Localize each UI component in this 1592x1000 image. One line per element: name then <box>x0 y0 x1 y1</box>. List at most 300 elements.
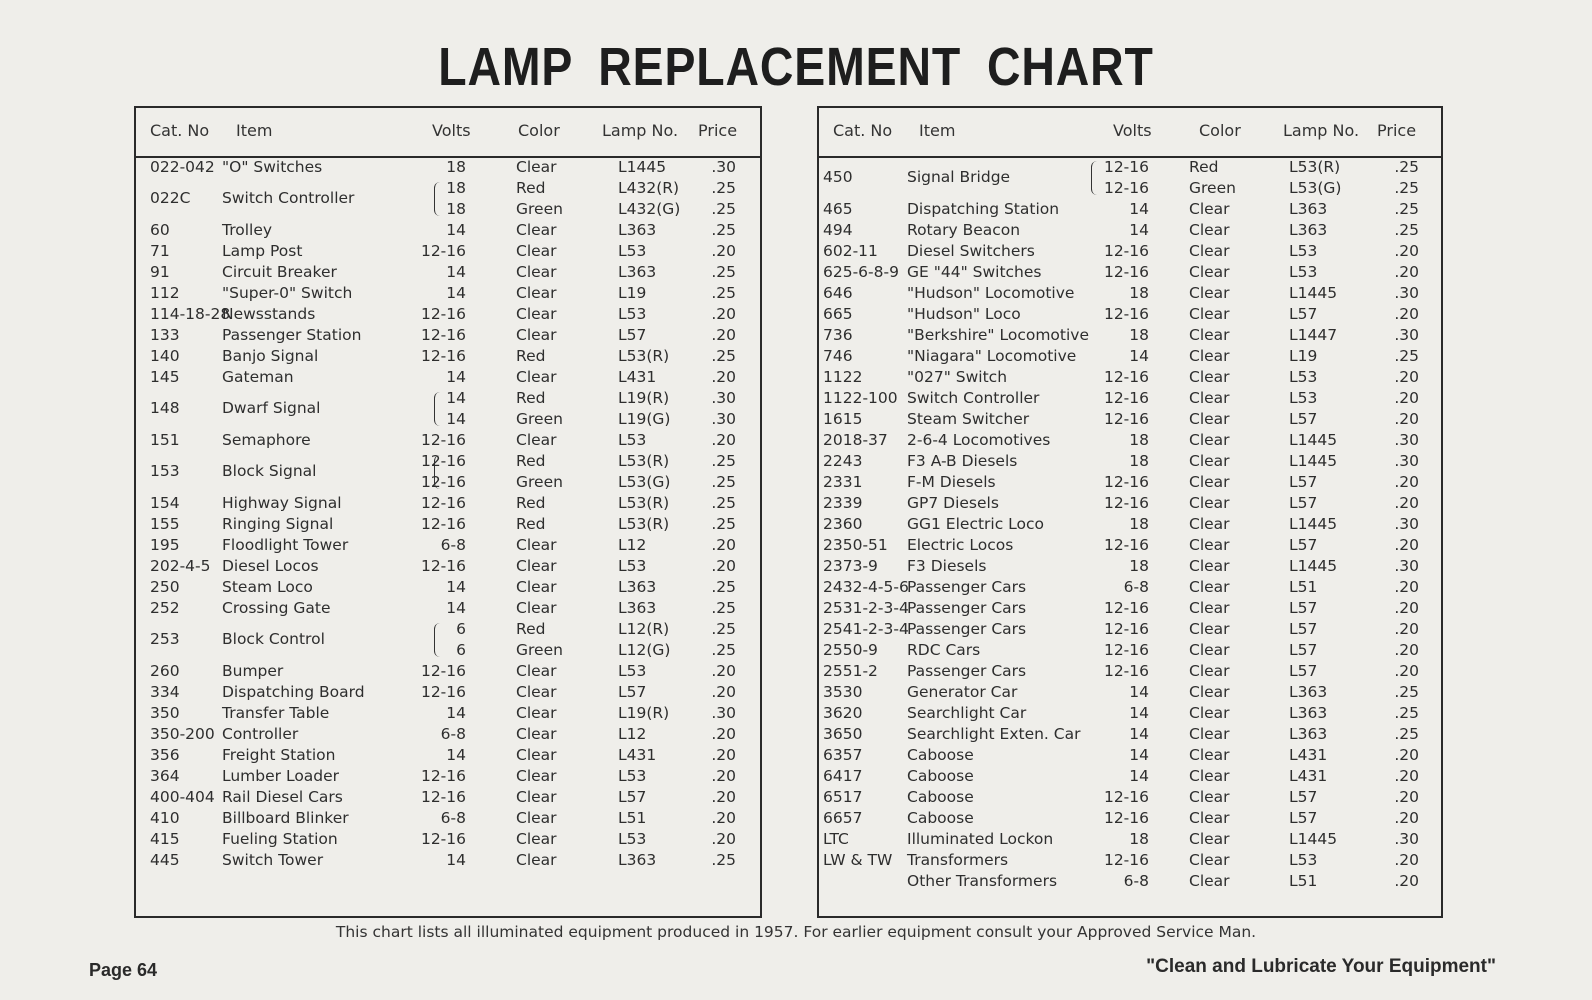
cell-lamp-no: L19 <box>618 284 647 302</box>
cell-lamp-no: L57 <box>1289 788 1318 806</box>
cell-color: Green <box>516 473 563 491</box>
cell-cat-no: 2541-2-3-4 <box>823 620 909 638</box>
cell-volts: 12-16 <box>1103 494 1149 512</box>
cell-color: Clear <box>1189 809 1230 827</box>
header-price: Price <box>1377 121 1417 140</box>
cell-item: Banjo Signal <box>222 347 319 365</box>
table-row <box>819 809 1441 830</box>
cell-cat-no: 1122 <box>823 368 863 386</box>
cell-price: .20 <box>711 305 736 323</box>
cell-price: .25 <box>711 851 736 869</box>
cell-item: Passenger Cars <box>907 620 1027 638</box>
cell-lamp-no: L19(G) <box>618 410 671 428</box>
cell-lamp-no: L57 <box>618 788 647 806</box>
cell-volts: 12-16 <box>1103 851 1149 869</box>
cell-price: .20 <box>711 725 736 743</box>
table-row <box>136 242 760 263</box>
cell-price: .20 <box>711 326 736 344</box>
table-row <box>819 788 1441 809</box>
table-row <box>136 158 760 179</box>
cell-color: Clear <box>1189 557 1230 575</box>
table-row <box>819 578 1441 599</box>
cell-cat-no: 2551-2 <box>823 662 878 680</box>
cell-color: Clear <box>516 767 557 785</box>
cell-price: .25 <box>711 641 736 659</box>
cell-price: .20 <box>711 368 736 386</box>
cell-color: Clear <box>516 851 557 869</box>
cell-cat-no: 2339 <box>823 494 863 512</box>
cell-volts: 14 <box>446 746 466 764</box>
cell-volts: 12-16 <box>1103 809 1149 827</box>
cell-item: RDC Cars <box>907 641 981 659</box>
cell-cat-no: 602-11 <box>823 242 878 260</box>
cell-lamp-no: L1445 <box>618 158 667 176</box>
cell-cat-no: 3620 <box>823 704 863 722</box>
header-volts: Volts <box>1113 121 1152 140</box>
cell-item: Crossing Gate <box>222 599 331 617</box>
cell-cat-no: 114-18-28 <box>150 305 231 323</box>
cell-price: .25 <box>711 515 736 533</box>
cell-item: F3 A-B Diesels <box>907 452 1018 470</box>
cell-lamp-no: L53(R) <box>618 452 670 470</box>
cell-item: Transfer Table <box>222 704 330 722</box>
cell-lamp-no: L363 <box>1289 704 1328 722</box>
table-row <box>819 200 1441 221</box>
cell-cat-no: 202-4-5 <box>150 557 211 575</box>
cell-color: Clear <box>1189 431 1230 449</box>
cell-price: .20 <box>711 788 736 806</box>
table-row <box>136 494 760 515</box>
cell-price: .25 <box>711 347 736 365</box>
cell-item: Illuminated Lockon <box>907 830 1054 848</box>
cell-color: Clear <box>516 725 557 743</box>
cell-price: .20 <box>711 662 736 680</box>
table-row <box>136 536 760 557</box>
table-row <box>819 473 1441 494</box>
cell-item: Caboose <box>907 809 974 827</box>
cell-volts: 18 <box>1129 284 1149 302</box>
cell-volts: 14 <box>446 368 466 386</box>
cell-cat-no: 6657 <box>823 809 863 827</box>
cell-cat-no: 494 <box>823 221 853 239</box>
table-row <box>819 851 1441 872</box>
table-row <box>819 725 1441 746</box>
cell-volts: 12-16 <box>420 242 466 260</box>
cell-item: "Super-0" Switch <box>222 284 353 302</box>
tagline: "Clean and Lubricate Your Equipment" <box>1146 956 1496 977</box>
table-row <box>819 767 1441 788</box>
cell-price: .20 <box>711 830 736 848</box>
cell-price: .30 <box>1394 830 1419 848</box>
cell-price: .20 <box>1394 305 1419 323</box>
page-number: Page 64 <box>89 960 158 980</box>
cell-cat-no: 253 <box>150 630 180 648</box>
cell-price: .20 <box>1394 872 1419 890</box>
cell-price: .20 <box>1394 389 1419 407</box>
table-row <box>819 284 1441 305</box>
cell-lamp-no: L53(R) <box>618 347 670 365</box>
cell-price: .25 <box>1394 725 1419 743</box>
cell-item: Block Signal <box>222 462 317 480</box>
cell-volts: 14 <box>446 410 466 428</box>
cell-lamp-no: L57 <box>618 683 647 701</box>
table-row <box>819 641 1441 662</box>
cell-item: Passenger Cars <box>907 599 1027 617</box>
cell-volts: 14 <box>1129 767 1149 785</box>
cell-volts: 12-16 <box>420 830 466 848</box>
cell-cat-no: 2350-51 <box>823 536 888 554</box>
cell-cat-no: 91 <box>150 263 170 281</box>
cell-color: Green <box>516 410 563 428</box>
table-row <box>819 242 1441 263</box>
table-row <box>136 515 760 536</box>
cell-cat-no: 2531-2-3-4 <box>823 599 909 617</box>
cell-price: .25 <box>711 200 736 218</box>
cell-lamp-no: L53 <box>1289 263 1318 281</box>
table-row <box>136 620 760 662</box>
cell-item: Passenger Station <box>222 326 362 344</box>
left-table <box>134 106 762 918</box>
cell-price: .25 <box>711 620 736 638</box>
cell-cat-no: 350 <box>150 704 180 722</box>
cell-volts: 12-16 <box>420 683 466 701</box>
cell-item: Circuit Breaker <box>222 263 337 281</box>
table-row <box>136 599 760 620</box>
header-cat-no: Cat. No <box>150 121 210 140</box>
cell-item: "Hudson" Loco <box>907 305 1021 323</box>
table-row <box>136 368 760 389</box>
cell-price: .25 <box>711 284 736 302</box>
cell-lamp-no: L431 <box>1289 767 1328 785</box>
cell-color: Clear <box>1189 368 1230 386</box>
cell-lamp-no: L57 <box>1289 809 1318 827</box>
cell-lamp-no: L57 <box>1289 641 1318 659</box>
table-row <box>819 347 1441 368</box>
table-body <box>819 158 1441 893</box>
table-row <box>819 494 1441 515</box>
cell-color: Clear <box>516 746 557 764</box>
cell-color: Clear <box>516 704 557 722</box>
cell-item: "Berkshire" Locomotive <box>907 326 1090 344</box>
cell-lamp-no: L51 <box>1289 872 1318 890</box>
cell-lamp-no: L431 <box>618 368 657 386</box>
cell-price: .30 <box>711 410 736 428</box>
cell-lamp-no: L53 <box>618 242 647 260</box>
cell-color: Clear <box>516 536 557 554</box>
cell-cat-no: 356 <box>150 746 180 764</box>
table-row <box>819 557 1441 578</box>
cell-color: Clear <box>1189 578 1230 596</box>
cell-cat-no: 445 <box>150 851 180 869</box>
cell-volts: 12-16 <box>1103 410 1149 428</box>
cell-volts: 14 <box>446 221 466 239</box>
cell-cat-no: 3650 <box>823 725 863 743</box>
cell-color: Clear <box>1189 515 1230 533</box>
cell-item: Semaphore <box>222 431 311 449</box>
cell-volts: 14 <box>446 578 466 596</box>
cell-lamp-no: L1445 <box>1289 515 1338 533</box>
cell-color: Clear <box>1189 389 1230 407</box>
cell-lamp-no: L57 <box>1289 662 1318 680</box>
cell-color: Clear <box>1189 347 1230 365</box>
cell-item: Transformers <box>907 851 1009 869</box>
cell-cat-no: 334 <box>150 683 180 701</box>
table-row <box>136 179 760 221</box>
cell-color: Clear <box>516 599 557 617</box>
cell-item: Caboose <box>907 746 974 764</box>
cell-price: .20 <box>711 242 736 260</box>
cell-lamp-no: L363 <box>1289 725 1328 743</box>
cell-lamp-no: L1447 <box>1289 326 1338 344</box>
cell-item: Caboose <box>907 788 974 806</box>
header-price: Price <box>698 121 738 140</box>
cell-item: Steam Loco <box>222 578 313 596</box>
cell-color: Clear <box>516 788 557 806</box>
table-row <box>819 452 1441 473</box>
cell-price: .25 <box>1394 347 1419 365</box>
cell-cat-no: 140 <box>150 347 180 365</box>
table-row <box>136 746 760 767</box>
cell-color: Clear <box>1189 494 1230 512</box>
cell-cat-no: 465 <box>823 200 853 218</box>
cell-volts: 14 <box>446 284 466 302</box>
cell-lamp-no: L53 <box>1289 242 1318 260</box>
cell-lamp-no: L53 <box>1289 389 1318 407</box>
cell-color: Clear <box>516 284 557 302</box>
cell-cat-no: 153 <box>150 462 180 480</box>
cell-color: Clear <box>516 242 557 260</box>
cell-lamp-no: L53(G) <box>1289 179 1342 197</box>
cell-price: .30 <box>1394 452 1419 470</box>
cell-cat-no: 2331 <box>823 473 863 491</box>
cell-lamp-no: L51 <box>618 809 647 827</box>
cell-lamp-no: L432(G) <box>618 200 681 218</box>
table-row <box>136 389 760 431</box>
cell-cat-no: 112 <box>150 284 180 302</box>
cell-price: .20 <box>711 431 736 449</box>
cell-volts: 14 <box>446 389 466 407</box>
cell-cat-no: 133 <box>150 326 180 344</box>
header-item: Item <box>919 121 956 140</box>
cell-volts: 6-8 <box>440 809 466 827</box>
cell-lamp-no: L12 <box>618 725 647 743</box>
cell-color: Clear <box>516 221 557 239</box>
table-row <box>136 557 760 578</box>
cell-volts: 12-16 <box>420 662 466 680</box>
table-row <box>819 431 1441 452</box>
cell-volts: 12-16 <box>420 473 466 491</box>
cell-item: Floodlight Tower <box>222 536 349 554</box>
cell-price: .25 <box>1394 683 1419 701</box>
cell-price: .20 <box>1394 263 1419 281</box>
cell-color: Clear <box>1189 725 1230 743</box>
cell-price: .25 <box>711 452 736 470</box>
cell-volts: 18 <box>1129 326 1149 344</box>
cell-price: .20 <box>1394 578 1419 596</box>
cell-price: .25 <box>711 599 736 617</box>
cell-color: Clear <box>1189 662 1230 680</box>
cell-item: Dispatching Station <box>907 200 1060 218</box>
cell-volts: 14 <box>446 263 466 281</box>
cell-volts: 12-16 <box>1103 473 1149 491</box>
cell-cat-no: 2373-9 <box>823 557 878 575</box>
table-row <box>136 431 760 452</box>
cell-color: Clear <box>516 368 557 386</box>
cell-volts: 12-16 <box>1103 620 1149 638</box>
cell-color: Clear <box>1189 851 1230 869</box>
cell-price: .20 <box>1394 410 1419 428</box>
cell-price: .25 <box>711 578 736 596</box>
cell-volts: 18 <box>1129 515 1149 533</box>
cell-cat-no: 155 <box>150 515 180 533</box>
cell-cat-no: 151 <box>150 431 180 449</box>
cell-volts: 12-16 <box>1103 179 1149 197</box>
table-row <box>819 683 1441 704</box>
cell-volts: 18 <box>446 158 466 176</box>
cell-volts: 12-16 <box>420 494 466 512</box>
cell-item: "Niagara" Locomotive <box>907 347 1077 365</box>
cell-lamp-no: L12(R) <box>618 620 670 638</box>
cell-price: .25 <box>711 221 736 239</box>
cell-price: .20 <box>1394 767 1419 785</box>
table-row <box>819 620 1441 641</box>
cell-item: Trolley <box>222 221 273 239</box>
table-row <box>136 683 760 704</box>
table-row <box>136 851 760 872</box>
cell-item: Controller <box>222 725 299 743</box>
cell-price: .20 <box>1394 599 1419 617</box>
cell-cat-no: 400-404 <box>150 788 215 806</box>
cell-color: Clear <box>1189 305 1230 323</box>
cell-cat-no: LTC <box>823 830 849 848</box>
cell-volts: 12-16 <box>420 305 466 323</box>
cell-volts: 6-8 <box>440 536 466 554</box>
cell-cat-no: 60 <box>150 221 170 239</box>
header-lamp-no: Lamp No. <box>602 121 679 140</box>
table-row <box>819 599 1441 620</box>
cell-price: .30 <box>1394 431 1419 449</box>
cell-volts: 6 <box>456 620 466 638</box>
cell-item: Electric Locos <box>907 536 1014 554</box>
cell-lamp-no: L53 <box>1289 368 1318 386</box>
cell-lamp-no: L57 <box>1289 536 1318 554</box>
cell-price: .20 <box>1394 536 1419 554</box>
cell-lamp-no: L1445 <box>1289 557 1338 575</box>
cell-volts: 12-16 <box>1103 158 1149 176</box>
cell-volts: 12-16 <box>420 788 466 806</box>
cell-color: Clear <box>1189 788 1230 806</box>
cell-item: Block Control <box>222 630 325 648</box>
cell-volts: 12-16 <box>1103 599 1149 617</box>
cell-item: Bumper <box>222 662 284 680</box>
cell-price: .30 <box>1394 515 1419 533</box>
cell-item: F-M Diesels <box>907 473 996 491</box>
cell-cat-no: 250 <box>150 578 180 596</box>
cell-color: Red <box>516 620 546 638</box>
cell-item: 2-6-4 Locomotives <box>907 431 1051 449</box>
cell-volts: 14 <box>446 851 466 869</box>
table-row <box>136 788 760 809</box>
cell-volts: 12-16 <box>1103 788 1149 806</box>
cell-cat-no: 1615 <box>823 410 863 428</box>
cell-lamp-no: L1445 <box>1289 431 1338 449</box>
cell-item: Switch Tower <box>222 851 324 869</box>
table-row <box>819 830 1441 851</box>
cell-color: Red <box>516 452 546 470</box>
cell-volts: 12-16 <box>1103 389 1149 407</box>
right-table <box>817 106 1443 918</box>
cell-price: .20 <box>1394 473 1419 491</box>
cell-volts: 18 <box>1129 431 1149 449</box>
cell-volts: 18 <box>1129 557 1149 575</box>
cell-cat-no: 6517 <box>823 788 863 806</box>
cell-color: Clear <box>516 830 557 848</box>
cell-item: "O" Switches <box>222 158 323 176</box>
table-row <box>136 725 760 746</box>
cell-item: Gateman <box>222 368 294 386</box>
cell-item: F3 Diesels <box>907 557 987 575</box>
cell-cat-no: 410 <box>150 809 180 827</box>
cell-cat-no: 71 <box>150 242 170 260</box>
cell-lamp-no: L431 <box>618 746 657 764</box>
table-row <box>136 578 760 599</box>
cell-color: Clear <box>1189 704 1230 722</box>
cell-item: Switch Controller <box>222 189 355 207</box>
table-row <box>819 515 1441 536</box>
cell-item: Billboard Blinker <box>222 809 349 827</box>
cell-volts: 14 <box>1129 200 1149 218</box>
cell-color: Green <box>516 200 563 218</box>
cell-volts: 12-16 <box>420 452 466 470</box>
cell-color: Clear <box>1189 746 1230 764</box>
table-row <box>136 830 760 851</box>
table-row <box>136 326 760 347</box>
table-row <box>136 662 760 683</box>
cell-color: Clear <box>516 578 557 596</box>
cell-cat-no: 2243 <box>823 452 863 470</box>
cell-lamp-no: L51 <box>1289 578 1318 596</box>
cell-cat-no: 260 <box>150 662 180 680</box>
cell-lamp-no: L12 <box>618 536 647 554</box>
cell-volts: 14 <box>1129 725 1149 743</box>
cell-cat-no: 746 <box>823 347 853 365</box>
cell-color: Clear <box>516 305 557 323</box>
cell-item: Dwarf Signal <box>222 399 321 417</box>
cell-price: .20 <box>1394 494 1419 512</box>
cell-price: .25 <box>711 263 736 281</box>
cell-lamp-no: L12(G) <box>618 641 671 659</box>
cell-price: .20 <box>711 683 736 701</box>
cell-price: .25 <box>1394 221 1419 239</box>
cell-volts: 12-16 <box>420 515 466 533</box>
cell-price: .25 <box>1394 179 1419 197</box>
cell-color: Clear <box>1189 599 1230 617</box>
cell-item: "Hudson" Locomotive <box>907 284 1075 302</box>
cell-color: Clear <box>516 683 557 701</box>
cell-color: Clear <box>1189 263 1230 281</box>
cell-cat-no: 625-6-8-9 <box>823 263 899 281</box>
cell-cat-no: 148 <box>150 399 180 417</box>
cell-item: Lumber Loader <box>222 767 340 785</box>
cell-cat-no: LW & TW <box>823 851 893 869</box>
cell-item: Switch Controller <box>907 389 1040 407</box>
cell-lamp-no: L53 <box>618 305 647 323</box>
cell-cat-no: 022C <box>150 189 191 207</box>
table-row <box>819 746 1441 767</box>
cell-lamp-no: L53 <box>618 830 647 848</box>
cell-item: Diesel Locos <box>222 557 319 575</box>
cell-item: Steam Switcher <box>907 410 1030 428</box>
